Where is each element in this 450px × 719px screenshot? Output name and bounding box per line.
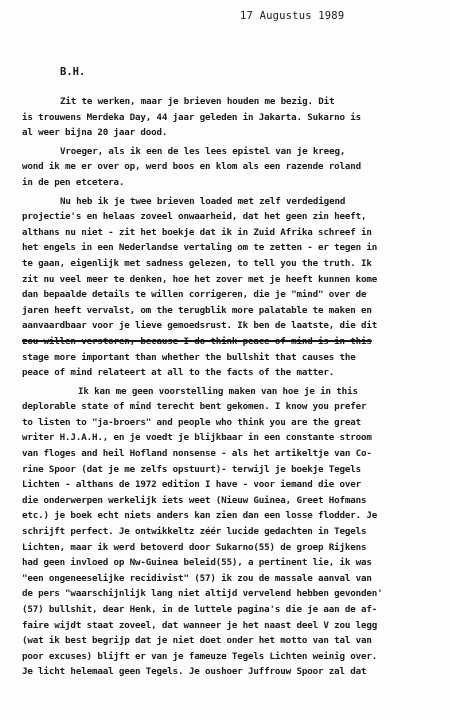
letter-line: van floges and heil Hofland nonsense - als het artikeltje van Co- xyxy=(22,448,372,460)
letter-line: peace of mind relateert at all to the facts of the matter. xyxy=(22,367,335,379)
letter-line: etc.) je boek echt niets anders kan zien dan een losse flodder. Je xyxy=(22,510,378,522)
letter-line: Lichten - althans de 1972 edition I have - voor iemand die over xyxy=(22,479,362,491)
letter-line: writer H.J.A.H., en je voedt je blijkbaar in een constante stroom xyxy=(22,432,372,444)
letter-line: Vroeger, als ik een de les lees epistel van je kreeg, xyxy=(60,145,346,157)
letter-line: (wat ik best begrijp dat je niet doet onder het motto van tal van xyxy=(22,635,372,647)
letter-line: wond ik me er over op, werd boos en klom als een razende roland xyxy=(22,161,362,173)
letter-line: projectie's en helaas zoveel onwaarheid, dat het geen zin heeft, xyxy=(22,211,367,223)
letter-line: poor excuses) blijft er van je fameuze Tegels Lichten weinig over. xyxy=(22,650,378,662)
letter-line: jaren heeft vervalst, om the terugblik more palatable te maken en xyxy=(22,304,372,316)
letter-line: had geen invloed op Nw-Guinea beleid(55), a pertinent lie, ik was xyxy=(22,557,372,569)
letter-date: 17 Augustus 1989 xyxy=(240,10,345,22)
letter-paragraph xyxy=(22,194,442,381)
letter-line: die onderwerpen werkelijk iets weet (Nieuw Guinea, Greet Hofmans xyxy=(22,494,367,506)
letter-line: rine Spoor (dat je me zelfs opstuurt)- terwijl je boekje Tegels xyxy=(22,463,362,475)
letter-line: stage more important than whether the bullshit that causes the xyxy=(22,351,356,363)
letter-paragraph xyxy=(22,384,442,680)
letter-line: te gaan, eigenlijk met sadness gelezen, to tell you the truth. Ik xyxy=(22,257,372,269)
letter-line: deplorable state of mind terecht bent gekomen. I know you prefer xyxy=(22,401,367,413)
letter-line: faire wijdt staat zoveel, dat wanneer je het naast deel V zou legg xyxy=(22,619,378,631)
letter-line: Zit te werken, maar je brieven houden me bezig. Dit xyxy=(60,96,335,107)
letter-body xyxy=(22,94,442,680)
letter-line: Je licht helemaal geen Tegels. Je oushoer Juffrouw Spoor zal dat xyxy=(22,666,367,678)
letter-line: is trouwens Merdeka Day, 44 jaar geleden in Jakarta. Sukarno is xyxy=(22,111,362,123)
letter-line: aanvaardbaar voor je lieve gemoedsrust. Ik ben de laatste, die dit xyxy=(22,320,378,332)
letter-salutation: B.H. xyxy=(60,66,86,78)
letter-line: to listen to "ja-broers" and people who think you are the great xyxy=(22,416,362,428)
letter-line: dan bepaalde details te willen corrigeren, die je "mind" over de xyxy=(22,289,367,301)
letter-line: zit nu veel meer te denken, hoe het zover met je heeft kunnen kome xyxy=(22,273,378,285)
letter-line: de pers "waarschijnlijk lang niet altijd vervelend hebben gevonden' xyxy=(22,588,383,600)
letter-line: in de pen etcetera. xyxy=(22,176,125,188)
letter-line: het engels in een Nederlandse vertaling om te zetten - er tegen in xyxy=(22,242,378,254)
letter-line: Nu heb ik je twee brieven loaded met zelf verdedigend xyxy=(60,195,346,207)
letter-paragraph xyxy=(22,144,442,191)
letter-line: al weer bijna 20 jaar dood. xyxy=(22,127,168,139)
letter-line: althans nu niet - zit het boekje dat ik in Zuid Afrika schreef in xyxy=(22,226,372,238)
letter-paragraph xyxy=(22,94,442,141)
letter-line: (57) bullshit, dear Henk, in de luttele pagina's die je aan de af- xyxy=(22,604,378,615)
letter-line: schrijft perfect. Je ontwikkeltz zéér lucide gedachten in Tegels xyxy=(22,526,367,538)
letter-line: "een ongeneeselijke recidivist" (57) ik zou de massale aanval van xyxy=(22,572,372,584)
letter-line: zou willen verstoren, because I do think peace of mind is in this xyxy=(22,335,372,347)
letter-line: Ik kan me geen voorstelling maken van hoe je in this xyxy=(78,385,358,397)
letter-line: Lichten, maar ik werd betoverd door Sukarno(55) de groep Rijkens xyxy=(22,541,367,553)
